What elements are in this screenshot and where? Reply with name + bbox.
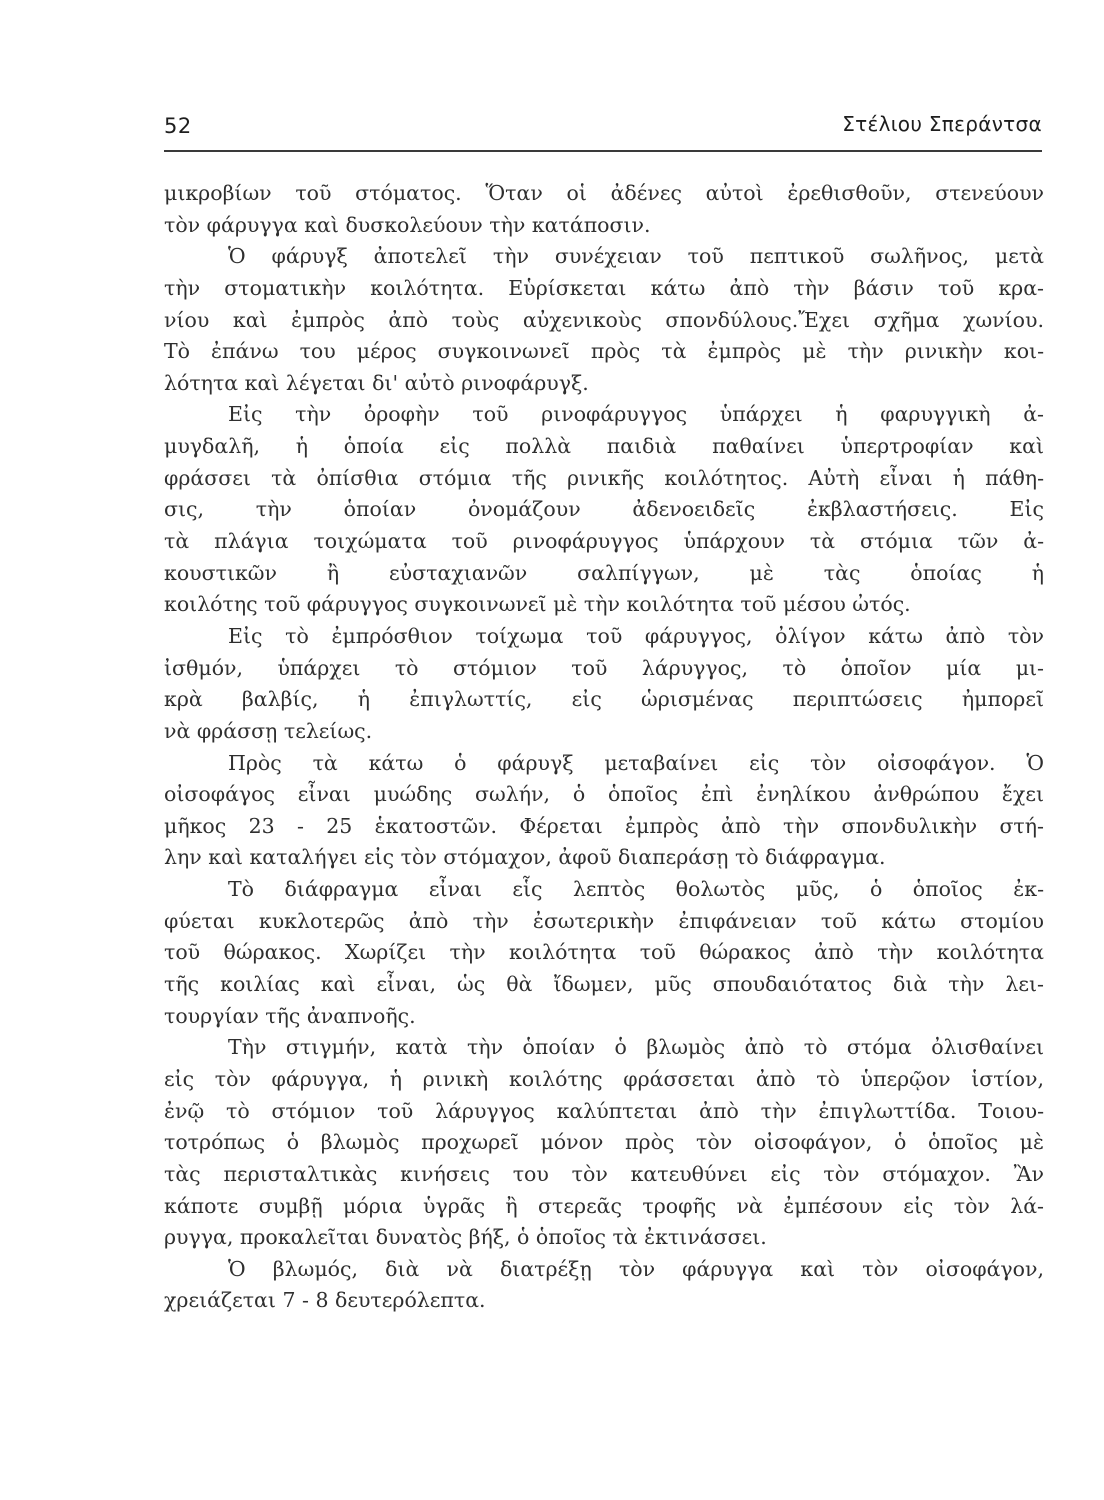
- text-line: φράσσει τὰ ὀπίσθια στόμια τῆς ρινικῆς κοιλότητος. Αὐτὴ εἶναι ἡ πάθη-: [164, 465, 1044, 490]
- page-header: [164, 108, 1042, 144]
- text-line: τουργίαν τῆς ἀναπνοῆς.: [164, 1003, 416, 1028]
- text-line: ἐνῷ τὸ στόμιον τοῦ λάρυγγος καλύπτεται ἀπὸ τὴν ἐπιγλωττίδα. Τοιου-: [164, 1098, 1044, 1123]
- page-number: 52: [164, 114, 192, 138]
- running-head: Στέλιου Σπεράντσα: [842, 112, 1042, 136]
- text-line: οἰσοφάγος εἶναι μυώδης σωλήν, ὁ ὁποῖος ἐπὶ ἐνηλίκου ἀνθρώπου ἔχει: [164, 782, 1044, 807]
- text-line: μῆκος 23 - 25 ἑκατοστῶν. Φέρεται ἐμπρὸς ἀπὸ τὴν σπονδυλικὴν στή-: [164, 813, 1044, 838]
- text-line: τῆς κοιλίας καὶ εἶναι, ὡς θὰ ἴδωμεν, μῦς σπουδαιότατος διὰ τὴν λει-: [164, 972, 1044, 997]
- text-line: κοιλότης τοῦ φάρυγγος συγκοινωνεῖ μὲ τὴν κοιλότητα τοῦ μέσου ὠτός.: [164, 592, 911, 617]
- text-line: λότητα καὶ λέγεται δι' αὐτὸ ρινοφάρυγξ.: [164, 370, 589, 395]
- text-line: μικροβίων τοῦ στόματος. Ὅταν οἱ ἀδένες αὐτοὶ ἐρεθισθοῦν, στενεύουν: [164, 181, 1044, 205]
- text-line: Τὴν στιγμήν, κατὰ τὴν ὁποίαν ὁ βλωμὸς ἀπὸ τὸ στόμα ὀλισθαίνει: [228, 1035, 1044, 1060]
- text-line: λην καὶ καταλήγει εἰς τὸν στόμαχον, ἀφοῦ διαπεράσῃ τὸ διάφραγμα.: [164, 845, 886, 870]
- text-line: ρυγγα, προκαλεῖται δυνατὸς βήξ, ὁ ὁποῖος τὰ ἐκτινάσσει.: [164, 1225, 767, 1250]
- text-line: κουστικῶν ἢ εὐσταχιανῶν σαλπίγγων, μὲ τὰς ὁποίας ἡ: [164, 560, 1044, 585]
- text-line: τὸν φάρυγγα καὶ δυσκολεύουν τὴν κατάποσιν.: [164, 212, 651, 237]
- body-text: [164, 178, 1044, 1317]
- text-line: τὰ πλάγια τοιχώματα τοῦ ρινοφάρυγγος ὑπάρχουν τὰ στόμια τῶν ἀ-: [164, 529, 1044, 554]
- text-line: Εἰς τὸ ἐμπρόσθιον τοίχωμα τοῦ φάρυγγος, ὀλίγον κάτω ἀπὸ τὸν: [228, 623, 1044, 648]
- text-line: τὴν στοματικὴν κοιλότητα. Εὑρίσκεται κάτω ἀπὸ τὴν βάσιν τοῦ κρα-: [164, 275, 1044, 300]
- text-line: Ὁ βλωμός, διὰ νὰ διατρέξῃ τὸν φάρυγγα καὶ τὸν οἰσοφάγον,: [228, 1256, 1044, 1281]
- text-line: νὰ φράσσῃ τελείως.: [164, 718, 373, 743]
- header-rule: [164, 150, 1042, 152]
- text-line: εἰς τὸν φάρυγγα, ἡ ρινικὴ κοιλότης φράσσεται ἀπὸ τὸ ὑπερῷον ἱστίον,: [164, 1066, 1044, 1091]
- text-line: κάποτε συμβῇ μόρια ὑγρᾶς ἢ στερεᾶς τροφῆς νὰ ἐμπέσουν εἰς τὸν λά-: [164, 1193, 1044, 1218]
- text-line: Ὁ φάρυγξ ἀποτελεῖ τὴν συνέχειαν τοῦ πεπτικοῦ σωλῆνος, μετὰ: [228, 244, 1044, 269]
- text-line: σις, τὴν ὁποίαν ὀνομάζουν ἀδενοειδεῖς ἐκβλαστήσεις. Εἰς: [164, 497, 1044, 522]
- text-line: Πρὸς τὰ κάτω ὁ φάρυγξ μεταβαίνει εἰς τὸν οἰσοφάγον. Ὁ: [228, 750, 1044, 775]
- text-line: Εἰς τὴν ὀροφὴν τοῦ ρινοφάρυγγος ὑπάρχει ἡ φαρυγγικὴ ἀ-: [228, 402, 1044, 427]
- text-line: Τὸ διάφραγμα εἶναι εἷς λεπτὸς θολωτὸς μῦς, ὁ ὁποῖος ἐκ-: [228, 877, 1044, 902]
- text-line: φύεται κυκλοτερῶς ἀπὸ τὴν ἐσωτερικὴν ἐπιφάνειαν τοῦ κάτω στομίου: [164, 908, 1044, 933]
- text-line: Τὸ ἐπάνω του μέρος συγκοινωνεῖ πρὸς τὰ ἐμπρὸς μὲ τὴν ρινικὴν κοι-: [164, 339, 1044, 364]
- text-line: κρὰ βαλβίς, ἡ ἐπιγλωττίς, εἰς ὡρισμένας περιπτώσεις ἠμπορεῖ: [164, 687, 1044, 712]
- text-line: μυγδαλῆ, ἡ ὁποία εἰς πολλὰ παιδιὰ παθαίνει ὑπερτροφίαν καὶ: [164, 434, 1044, 459]
- text-line: ἰσθμόν, ὑπάρχει τὸ στόμιον τοῦ λάρυγγος, τὸ ὁποῖον μία μι-: [164, 655, 1044, 680]
- text-line: τὰς περισταλτικὰς κινήσεις του τὸν κατευθύνει εἰς τὸν στόμαχον. Ἂν: [164, 1161, 1044, 1186]
- text-line: χρειάζεται 7 - 8 δευτερόλεπτα.: [164, 1288, 486, 1313]
- text-line: τοῦ θώρακος. Χωρίζει τὴν κοιλότητα τοῦ θώρακος ἀπὸ τὴν κοιλότητα: [164, 940, 1044, 965]
- text-line: τοτρόπως ὁ βλωμὸς προχωρεῖ μόνον πρὸς τὸν οἰσοφάγον, ὁ ὁποῖος μὲ: [164, 1130, 1044, 1155]
- text-line: νίου καὶ ἐμπρὸς ἀπὸ τοὺς αὐχενικοὺς σπονδύλους.Ἔχει σχῆμα χωνίου.: [164, 307, 1044, 332]
